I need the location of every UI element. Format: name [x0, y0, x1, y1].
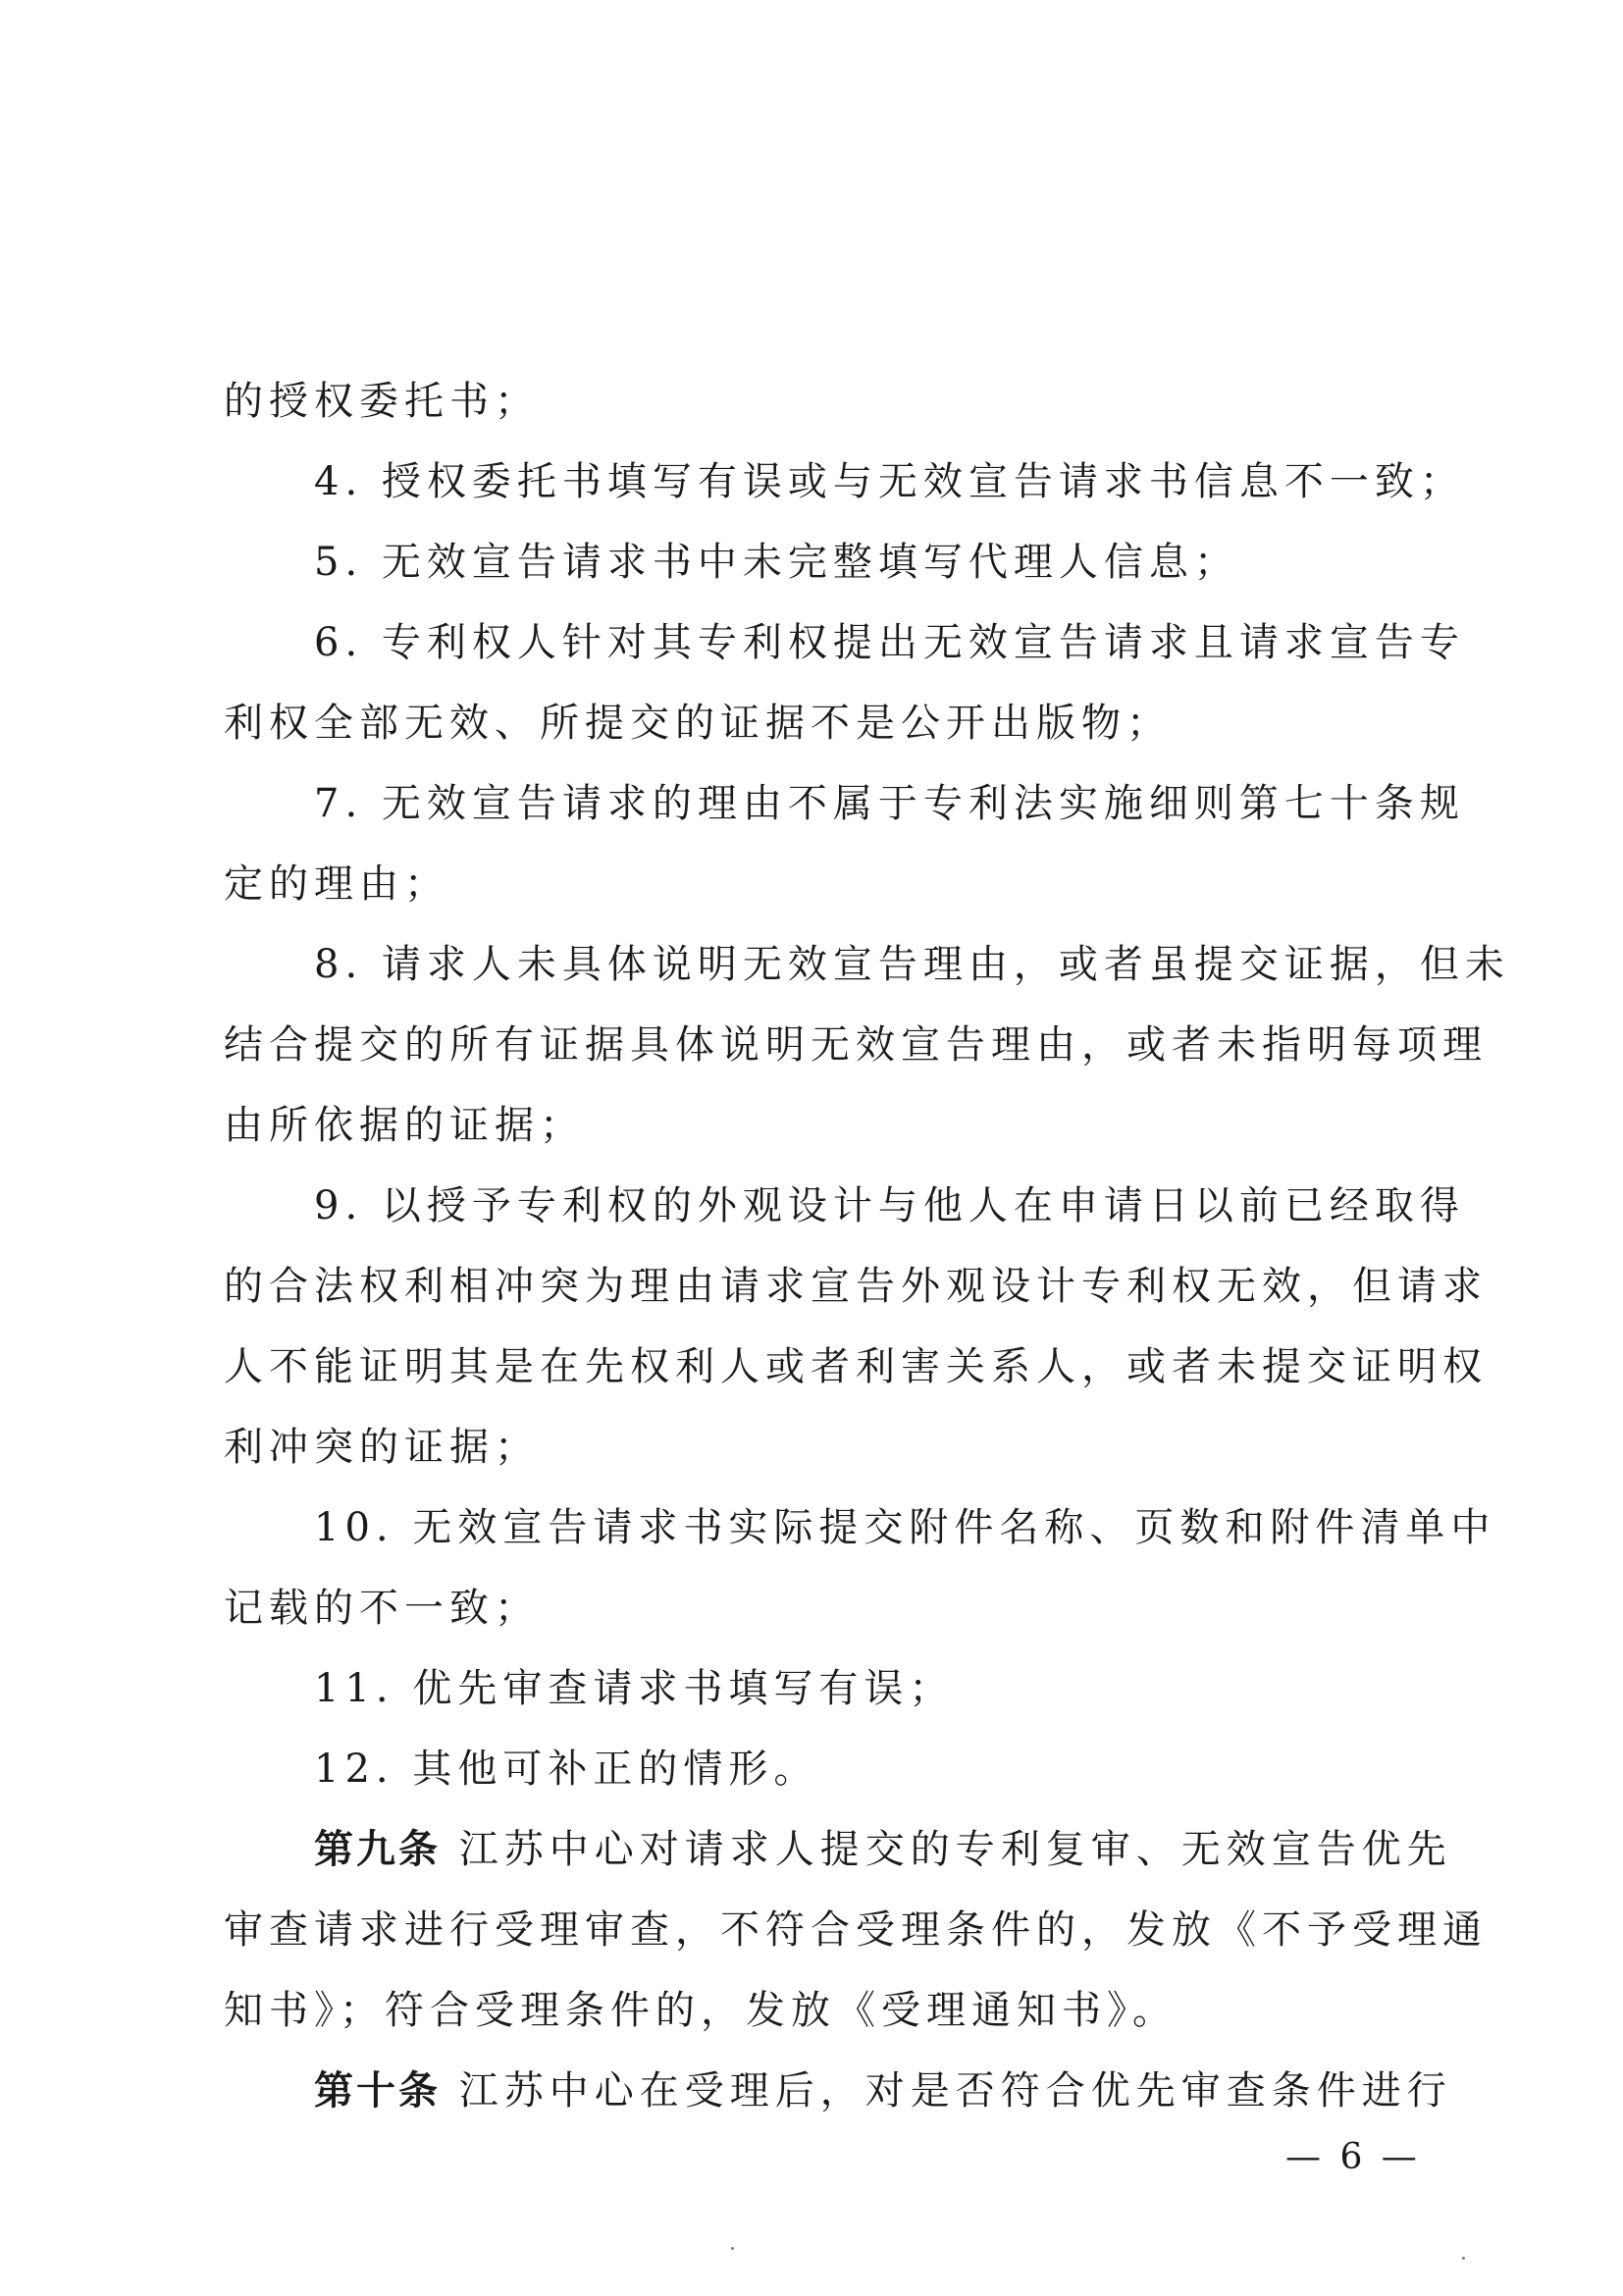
list-item: 7. 无效宣告请求的理由不属于专利法实施细则第七十条规 — [314, 781, 1465, 826]
text-line: 利冲突的证据； — [224, 1425, 540, 1470]
scan-speck — [731, 2247, 734, 2250]
list-item: 4. 授权委托书填写有误或与无效宣告请求书信息不一致； — [314, 459, 1465, 504]
list-item: 9. 以授予专利权的外观设计与他人在申请日以前已经取得 — [314, 1183, 1465, 1228]
article-10-heading: 第十条 — [314, 2067, 441, 2113]
text-line: 知书》；符合受理条件的，发放《受理通知书》。 — [224, 1988, 1178, 2033]
text-line: 人不能证明其是在先权利人或者利害关系人，或者未提交证明权 — [224, 1344, 1488, 1389]
article-9-text: 江苏中心对请求人提交的专利复审、无效宣告优先 — [458, 1827, 1452, 1872]
page-number: — 6 — — [1285, 2137, 1421, 2177]
article-10-paragraph — [224, 2051, 1452, 2131]
article-10-text: 江苏中心在受理后，对是否符合优先审查条件进行 — [458, 2068, 1452, 2113]
text-line: 记载的不一致； — [224, 1586, 540, 1631]
list-item: 5. 无效宣告请求书中未完整填写代理人信息； — [314, 540, 1239, 585]
list-item: 8. 请求人未具体说明无效宣告理由，或者虽提交证据，但未 — [314, 942, 1510, 987]
text-line: 利权全部无效、所提交的证据不是公开出版物； — [224, 701, 1172, 746]
text-line: 定的理由； — [224, 861, 449, 907]
list-item: 12. 其他可补正的情形。 — [314, 1747, 819, 1792]
document-body — [224, 361, 1510, 2131]
list-item: 6. 专利权人针对其专利权提出无效宣告请求且请求宣告专 — [314, 620, 1465, 665]
text-line: 由所依据的证据； — [224, 1103, 585, 1148]
article-9-heading: 第九条 — [314, 1826, 441, 1872]
text-line: 审查请求进行受理审查，不符合受理条件的，发放《不予受理通 — [224, 1907, 1488, 1953]
scan-speck — [1462, 2257, 1465, 2260]
text-line: 的合法权利相冲突为理由请求宣告外观设计专利权无效，但请求 — [224, 1264, 1488, 1309]
text-line: 结合提交的所有证据具体说明无效宣告理由，或者未指明每项理 — [224, 1022, 1488, 1068]
list-item: 10. 无效宣告请求书实际提交附件名称、页数和附件清单中 — [314, 1505, 1496, 1550]
text-line: 的授权委托书； — [224, 379, 540, 424]
article-9-paragraph — [224, 1809, 1452, 1890]
list-item: 11. 优先审查请求书填写有误； — [314, 1666, 955, 1711]
